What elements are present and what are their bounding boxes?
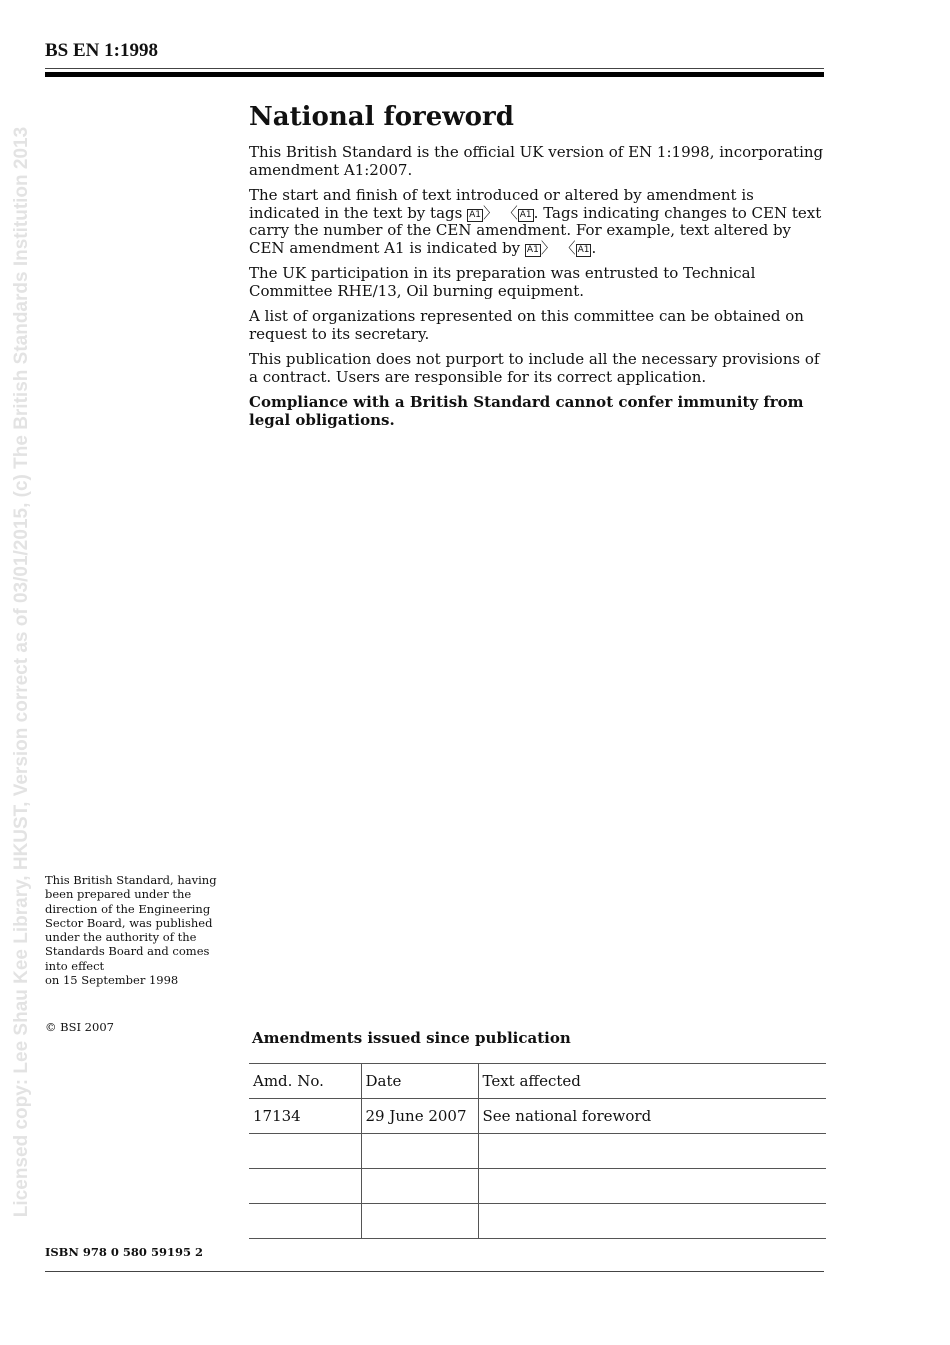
table-row xyxy=(249,1204,826,1239)
document-id: BS EN 1:1998 xyxy=(45,40,158,61)
foreword-paragraph: The UK participation in its preparation was entrusted to Technical Committee RHE/13, Oil burning equipment. xyxy=(249,264,756,300)
column-header: Amd. No. xyxy=(249,1064,361,1099)
table-cell: 17134 xyxy=(249,1099,361,1134)
national-foreword xyxy=(249,100,824,437)
table-cell xyxy=(249,1204,361,1239)
note-line: This British Standard, having xyxy=(45,873,217,887)
note-line: on 15 September 1998 xyxy=(45,973,179,988)
table-cell xyxy=(249,1169,361,1204)
header-rule-thin xyxy=(45,68,824,69)
foreword-paragraph-tags: The start and finish of text introduced or altered by amendment is indicated in the text by tags A1 〉 〈 A1 . Tags indicating changes to CEN text carry the number of the CEN amendment. For example, text altered by CEN amendment A1 is indicated by A1 〉 〈 A1 . xyxy=(249,186,822,257)
paragraph-text: . Tags indicating changes to CEN text carry the number of the CEN amendment. For example, text altered by CEN amendment A1 is indicated by xyxy=(249,203,822,257)
foreword-paragraph: A list of organizations represented on this committee can be obtained on request to its secretary. xyxy=(249,307,804,343)
note-line: Standards Board and comes xyxy=(45,944,210,959)
publication-note xyxy=(45,873,225,987)
amendments-heading: Amendments issued since publication xyxy=(252,1029,571,1047)
table-cell xyxy=(478,1204,826,1239)
amendments-table xyxy=(249,1063,826,1239)
amendment-end-tag-icon: A1 xyxy=(519,209,532,220)
amendment-end-tag-icon: A1 xyxy=(577,244,590,255)
table-cell xyxy=(478,1134,826,1169)
table-cell xyxy=(361,1169,478,1204)
table-cell xyxy=(249,1134,361,1169)
foreword-paragraph: This British Standard is the official UK version of EN 1:1998, incorporating amendment A1:2007. xyxy=(249,143,824,179)
amendment-start-tag-icon: A1 xyxy=(469,209,481,220)
note-line: Sector Board, was published xyxy=(45,915,213,930)
table-cell xyxy=(478,1169,826,1204)
paragraph-text: The start and finish of text introduced or altered by amendment is indicated in the text by tags xyxy=(249,186,754,222)
header-rule-thick xyxy=(45,72,824,77)
table-cell xyxy=(361,1204,478,1239)
column-header: Text affected xyxy=(478,1064,826,1099)
paragraph-text: . xyxy=(591,238,597,257)
isbn: ISBN 978 0 580 59195 2 xyxy=(45,1245,203,1259)
amendment-start-tag-icon: A1 xyxy=(526,244,539,255)
note-line: under the authority of the xyxy=(45,930,197,945)
table-header-row xyxy=(249,1064,826,1099)
foreword-paragraph: This publication does not purport to include all the necessary provisions of a contract. Users are responsible for its correct application. xyxy=(249,350,820,386)
column-header: Date xyxy=(361,1064,478,1099)
copyright-notice: © BSI 2007 xyxy=(45,1020,114,1034)
table-row xyxy=(249,1169,826,1204)
note-line: direction of the Engineering xyxy=(45,901,211,916)
table-cell: 29 June 2007 xyxy=(361,1099,478,1134)
table-row xyxy=(249,1134,826,1169)
note-line: been prepared under the xyxy=(45,887,192,902)
compliance-statement: Compliance with a British Standard cannot confer immunity from legal obligations. xyxy=(249,393,804,429)
table-cell: See national foreword xyxy=(478,1099,826,1134)
note-line: into effect xyxy=(45,958,105,973)
table-cell xyxy=(361,1134,478,1169)
page-title: National foreword xyxy=(249,102,514,132)
footer-rule xyxy=(45,1271,824,1272)
license-watermark: Licensed copy: Lee Shau Kee Library, HKUST, Version correct as of 03/01/2015, (c) The British Standards Institution 2013 xyxy=(11,126,32,1218)
table-row xyxy=(249,1099,826,1134)
